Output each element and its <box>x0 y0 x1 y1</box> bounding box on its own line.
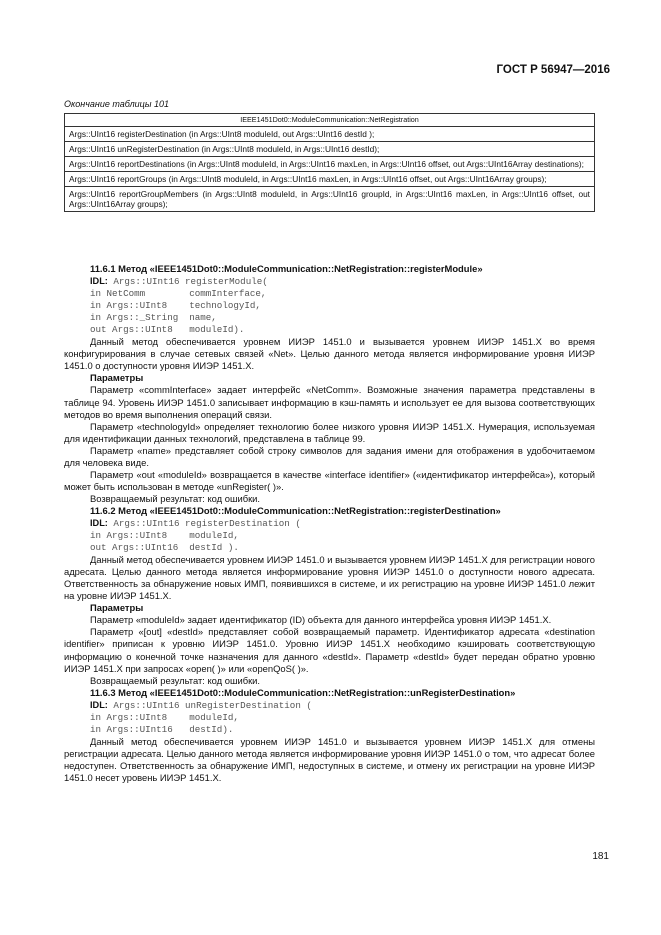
table-row <box>65 172 595 187</box>
code-line: Args::UInt16 registerModule( <box>107 276 268 288</box>
code-line: in Args::_String name, <box>90 312 217 324</box>
idl-label: IDL: <box>90 699 108 710</box>
idl-label: IDL: <box>90 517 108 528</box>
idl-code-block <box>64 517 595 530</box>
code-line: in Args::UInt8 moduleId, <box>90 530 239 542</box>
code-line: out Args::UInt8 moduleId). <box>90 324 245 336</box>
params-heading: Параметры <box>90 372 144 384</box>
table-row <box>65 127 595 142</box>
table-caption: Окончание таблицы 101 <box>64 99 169 109</box>
paragraph: Параметр «technologyId» определяет технологию более низкого уровня ИИЭР 1451.X. Нумерация, используемая для идентификации данных технологий, представлена в таблице 99. <box>64 420 595 444</box>
code-line: Args::UInt16 registerDestination ( <box>107 517 301 529</box>
return-value: Возвращаемый результат: код ошибки. <box>90 674 261 686</box>
paragraph: Параметр «out «moduleId» возвращается в качестве «interface identifier» («идентификатор интерфейса»), который может быть использован в методе «unRegister( )». <box>64 468 595 492</box>
code-line: in Args::UInt8 technologyId, <box>90 300 261 312</box>
idl-code-block <box>64 699 595 712</box>
paragraph: Параметр «moduleId» задает идентификатор (ID) объекта для данного интерфейса уровня ИИЭР 1451.X. <box>90 614 552 626</box>
paragraph: Данный метод обеспечивается уровнем ИИЭР 1451.0 и вызывается уровнем ИИЭР 1451.X для отмены регистрации адресата. Целью данного метода является информирование уровня ИИЭР 1451.0 о том, что адресат более недоступен. Ответственность за обнаружение ИМП, недоступных в системе, и отмену их регистрации на уровне ИИЭР 1451.0 несет уровень ИИЭР 1451.X. <box>64 735 595 783</box>
table-row <box>65 187 595 212</box>
table-row <box>65 142 595 157</box>
table-cell: Args::UInt16 registerDestination (in Args::UInt8 moduleId, out Args::UInt16 destId ); <box>65 127 595 142</box>
section-heading-11-6-2: 11.6.2 Метод «IEEE1451Dot0::ModuleCommunication::NetRegistration::registerDestination» <box>90 504 501 516</box>
paragraph: Параметр «[out] «destId» представляет собой возвращаемый параметр. Идентификатор адресата «destination identifier» приписан к уровню ИИЭР 1451.0. Уровню ИИЭР 1451.X необходимо кэшировать соответствующую информацию о конечной точке назначения для данного «destId». Параметр «destId» будет передан обратно уровню ИИЭР 1451.X при запросах «open( )» или «openQoS( )». <box>64 626 595 674</box>
paragraph: Параметр «name» представляет собой строку символов для задания имени для отображения в удобочитаемом для человека виде. <box>64 444 595 468</box>
section-heading-11-6-1: 11.6.1 Метод «IEEE1451Dot0::ModuleCommunication::NetRegistration::registerModule» <box>90 263 483 274</box>
standard-header: ГОСТ Р 56947—2016 <box>496 64 610 76</box>
idl-label: IDL: <box>90 276 108 287</box>
page-number: 181 <box>592 851 609 862</box>
table-row <box>65 157 595 172</box>
section-heading-11-6-3: 11.6.3 Метод «IEEE1451Dot0::ModuleCommunication::NetRegistration::unRegisterDestination» <box>90 686 516 698</box>
table-title: IEEE1451Dot0::ModuleCommunication::NetRegistration <box>65 114 595 127</box>
table-cell: Args::UInt16 unRegisterDestination (in Args::UInt8 moduleId, in Args::UInt16 destId); <box>65 142 595 157</box>
table-header-row <box>65 114 595 127</box>
idl-code-block <box>64 275 595 288</box>
paragraph: Данный метод обеспечивается уровнем ИИЭР 1451.0 и вызывается уровнем ИИЭР 1451.X во время конфигурирования в случае сетевых связей «Net». Целью данного метода является информирование уровня ИИЭР 1451.0 о доступности уровня ИИЭР 1451.X. <box>64 336 595 372</box>
code-line: in NetComm commInterface, <box>90 288 267 300</box>
code-line: in Args::UInt8 moduleId, <box>90 711 239 723</box>
code-line: in Args::UInt16 destId). <box>90 723 234 735</box>
params-heading: Параметры <box>90 602 144 614</box>
paragraph: Параметр «commInterface» задает интерфейс «NetComm». Возможные значения параметра представлены в таблице 94. Уровень ИИЭР 1451.0 записывает информацию в кэш-память и использует ее для вызова соответствующих методов во время выполнения операций связи. <box>64 384 595 420</box>
main-content <box>64 263 595 784</box>
table-101 <box>64 113 595 212</box>
code-line: Args::UInt16 unRegisterDestination ( <box>107 699 312 711</box>
code-line: out Args::UInt16 destId ). <box>90 542 239 554</box>
table-cell: Args::UInt16 reportGroupMembers (in Args::UInt8 moduleId, in Args::UInt16 groupId, in Args::UInt16 maxLen, in Args::UInt16 offset, out Args::UInt16Array groups); <box>65 187 595 212</box>
paragraph: Данный метод обеспечивается уровнем ИИЭР 1451.0 и вызывается уровнем ИИЭР 1451.X для регистрации нового адресата. Целью данного метода является информирование уровня ИИЭР 1451.0 о доступности нового адресата. Ответственность за обнаружение новых ИМП, появившихся в системе, и их регистрацию на уровне ИИЭР 1451.0 лежит на уровне ИИЭР 1451.X. <box>64 554 595 602</box>
return-value: Возвращаемый результат: код ошибки. <box>90 492 261 504</box>
table-cell: Args::UInt16 reportGroups (in Args::UInt8 moduleId, in Args::UInt16 maxLen, in Args::UInt16 offset, out Args::UInt16Array groups); <box>65 172 595 187</box>
table-cell: Args::UInt16 reportDestinations (in Args::UInt8 moduleId, in Args::UInt16 maxLen, in Args::UInt16 offset, out Args::UInt16Array destinations); <box>65 157 595 172</box>
